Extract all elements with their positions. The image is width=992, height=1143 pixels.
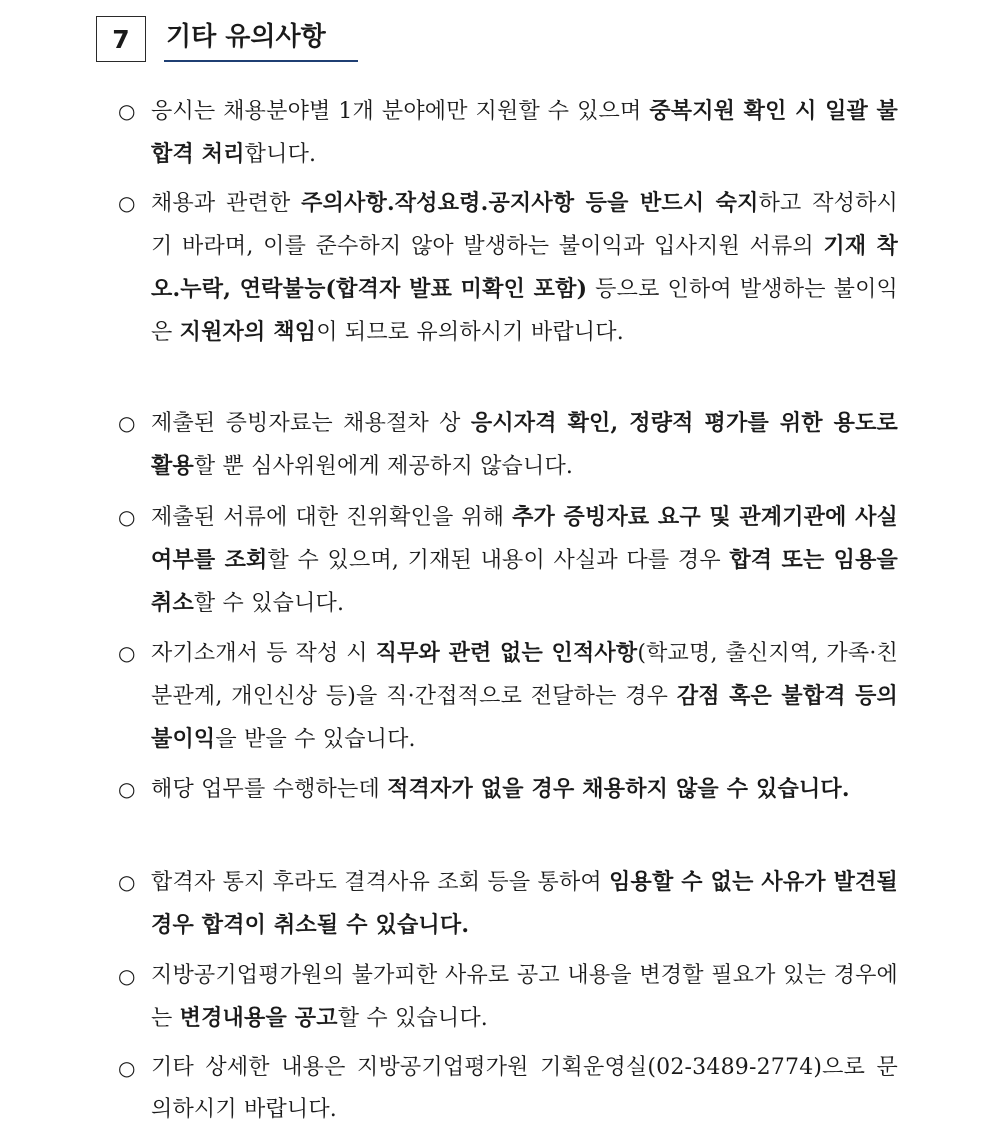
body-text: 할 수 있습니다. (337, 1006, 488, 1031)
emphasis-text: 추가 증빙자료 요구 및 관계기관에 사실여부를 조회 (151, 504, 898, 573)
emphasis-text: 중복지원 확인 시 일괄 불합격 처리 (151, 98, 898, 167)
emphasis-text: 임용할 수 없는 사유가 발견될 경우 합격이 취소될 수 있습니다. (151, 869, 898, 938)
notice-item-6 (118, 768, 898, 811)
notice-text (151, 955, 898, 1040)
body-text: (학교명, 출신지역, 가족·친분관계, 개인신상 등)을 직·간접적으로 전달하는 경우 (151, 641, 898, 709)
circle-bullet-icon: ○ (118, 870, 136, 894)
emphasis-text: 기재 착오.누락, 연락불능(합격자 발표 미확인 포함) (151, 233, 899, 302)
emphasis-text: 직무와 관련 없는 인적사항 (375, 640, 638, 666)
body-text: 을 받을 수 있습니다. (215, 727, 416, 752)
emphasis-text: 주의사항.작성요령.공지사항 등을 반드시 숙지 (301, 190, 759, 216)
notice-item-1 (118, 90, 898, 176)
notice-text (151, 90, 898, 176)
body-text: 할 수 있으며, 기재된 내용이 사실과 다를 경우 (267, 548, 730, 573)
circle-bullet-icon: ○ (118, 1056, 136, 1080)
body-text: 지방공기업평가원의 불가피한 사유로 공고 내용을 변경할 필요가 있는 경우에는 (151, 963, 898, 1031)
body-text: 이 되므로 유의하시기 바랍니다. (316, 320, 624, 345)
body-text: 할 뿐 심사위원에게 제공하지 않습니다. (193, 454, 574, 479)
notice-text (151, 496, 898, 625)
body-text: 해당 업무를 수행하는데 (151, 777, 388, 802)
emphasis-text: 적격자가 없을 경우 채용하지 않을 수 있습니다. (387, 776, 850, 802)
circle-bullet-icon: ○ (118, 191, 136, 215)
notice-text (151, 182, 898, 354)
body-text: 등으로 인하여 발생하는 불이익은 (151, 277, 898, 345)
body-text: 자기소개서 등 작성 시 (151, 641, 376, 666)
notice-item-5 (118, 632, 898, 761)
notice-item-8 (118, 955, 898, 1040)
notice-text (151, 768, 898, 811)
section-title: 기타 유의사항 (164, 16, 358, 62)
emphasis-text: 변경내용을 공고 (179, 1005, 338, 1031)
body-text: 제출된 서류에 대한 진위확인을 위해 (151, 505, 513, 530)
notice-text (151, 861, 898, 947)
body-text: 합니다. (244, 142, 317, 167)
circle-bullet-icon: ○ (118, 777, 136, 801)
circle-bullet-icon: ○ (118, 411, 136, 435)
notice-text (151, 1047, 898, 1131)
body-text: 하고 작성하시기 바라며, 이를 준수하지 않아 발생하는 불이익과 입사지원 서류의 (151, 191, 898, 259)
body-text: 기타 상세한 내용은 지방공기업평가원 기획운영실(02-3489-2774)으로 문의하시기 바랍니다. (151, 1055, 898, 1122)
emphasis-text: 지원자의 책임 (179, 319, 317, 345)
body-text: 합격자 통지 후라도 결격사유 조회 등을 통하여 (151, 870, 610, 895)
section-number: 7 (96, 16, 146, 62)
emphasis-text: 감점 혹은 불합격 등의 불이익 (151, 683, 898, 752)
notice-item-7 (118, 861, 898, 947)
body-text: 채용과 관련한 (151, 191, 302, 216)
body-text: 제출된 증빙자료는 채용절차 상 (151, 411, 471, 436)
notice-item-3 (118, 402, 898, 488)
notice-item-9 (118, 1047, 898, 1131)
notice-text (151, 632, 898, 761)
body-text: 응시는 채용분야별 1개 분야에만 지원할 수 있으며 (151, 99, 650, 124)
circle-bullet-icon: ○ (118, 964, 136, 988)
emphasis-text: 응시자격 확인, 정량적 평가를 위한 용도로 활용 (151, 410, 898, 479)
circle-bullet-icon: ○ (118, 505, 136, 529)
circle-bullet-icon: ○ (118, 99, 136, 123)
notice-item-4 (118, 496, 898, 625)
body-text: 할 수 있습니다. (193, 591, 345, 616)
notice-text (151, 402, 898, 488)
circle-bullet-icon: ○ (118, 641, 136, 665)
notice-item-2 (118, 182, 898, 354)
emphasis-text: 합격 또는 임용을 취소 (151, 547, 898, 616)
